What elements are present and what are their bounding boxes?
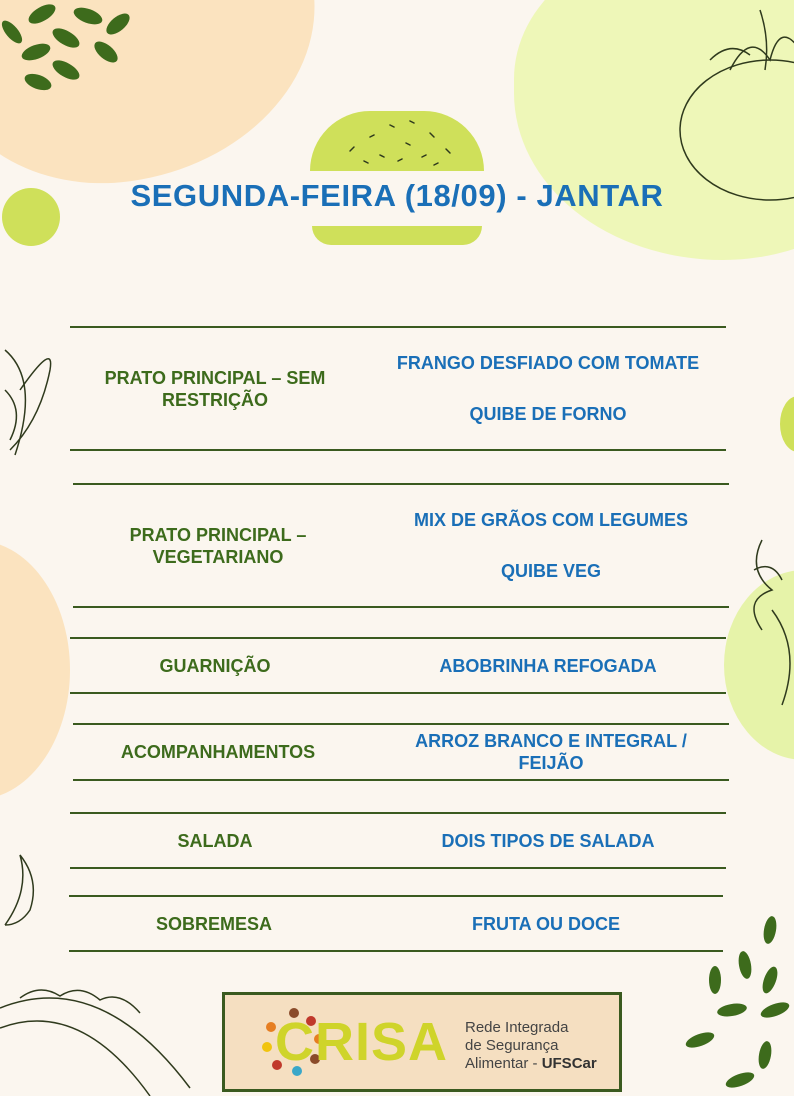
menu-item: ARROZ BRANCO E INTEGRAL / FEIJÃO — [415, 731, 687, 773]
menu-item: FRUTA OU DOCE — [472, 913, 620, 934]
crisa-subtitle-line: de Segurança — [465, 1037, 559, 1054]
green-dot-right — [780, 396, 794, 452]
menu-item: QUIBE DE FORNO — [469, 403, 627, 424]
menu-item: ABOBRINHA REFOGADA — [439, 655, 657, 676]
row-values — [373, 485, 729, 606]
crisa-subtitle-line — [465, 1055, 597, 1073]
row-values — [369, 897, 723, 950]
menu-item: MIX DE GRÃOS COM LEGUMES — [413, 510, 689, 531]
sesame-icon — [310, 111, 484, 171]
row-label: GUARNIÇÃO — [159, 655, 271, 676]
row-values — [370, 639, 726, 692]
leaf-icon — [0, 850, 40, 930]
menu-item: QUIBE VEG — [500, 560, 602, 581]
menu-row-salada — [70, 812, 726, 869]
menu-row-guarnicao — [70, 637, 726, 694]
crisa-wordmark: CRISA — [275, 1012, 449, 1072]
page-title: SEGUNDA-FEIRA (18/09) - JANTAR — [130, 178, 664, 213]
crisa-subtitle-bold: UFSCar — [541, 1055, 597, 1072]
row-values — [370, 814, 726, 867]
radish-icon — [742, 530, 794, 710]
seeds-icon — [0, 0, 140, 100]
peach-blob-left — [0, 540, 70, 800]
row-values — [370, 328, 726, 449]
row-values — [373, 725, 729, 779]
crisa-subtitle-line: Rede Integrada — [465, 1019, 569, 1036]
bun-top — [310, 111, 484, 171]
menu-row-acompanhamentos — [73, 723, 729, 781]
row-label: PRATO PRINCIPAL – VEGETARIANO — [129, 524, 307, 567]
bun-bottom — [312, 226, 482, 245]
row-label: PRATO PRINCIPAL – SEM RESTRIÇÃO — [104, 367, 326, 410]
menu-item: DOIS TIPOS DE SALADA — [441, 830, 655, 851]
menu-row-sobremesa — [69, 895, 723, 952]
row-label: SALADA — [177, 830, 253, 851]
menu-row-prato-principal-sem-restricao — [70, 326, 726, 451]
crisa-logo — [222, 992, 622, 1092]
crisa-subtitle — [465, 1019, 597, 1073]
row-label: ACOMPANHAMENTOS — [120, 742, 316, 762]
crisa-subtitle-text: Alimentar - — [465, 1055, 542, 1072]
row-label: SOBREMESA — [155, 913, 272, 934]
taco-icon — [0, 978, 200, 1096]
menu-row-prato-principal-vegetariano — [73, 483, 729, 608]
lettuce-icon — [0, 330, 60, 460]
menu-item: FRANGO DESFIADO COM TOMATE — [396, 353, 700, 374]
